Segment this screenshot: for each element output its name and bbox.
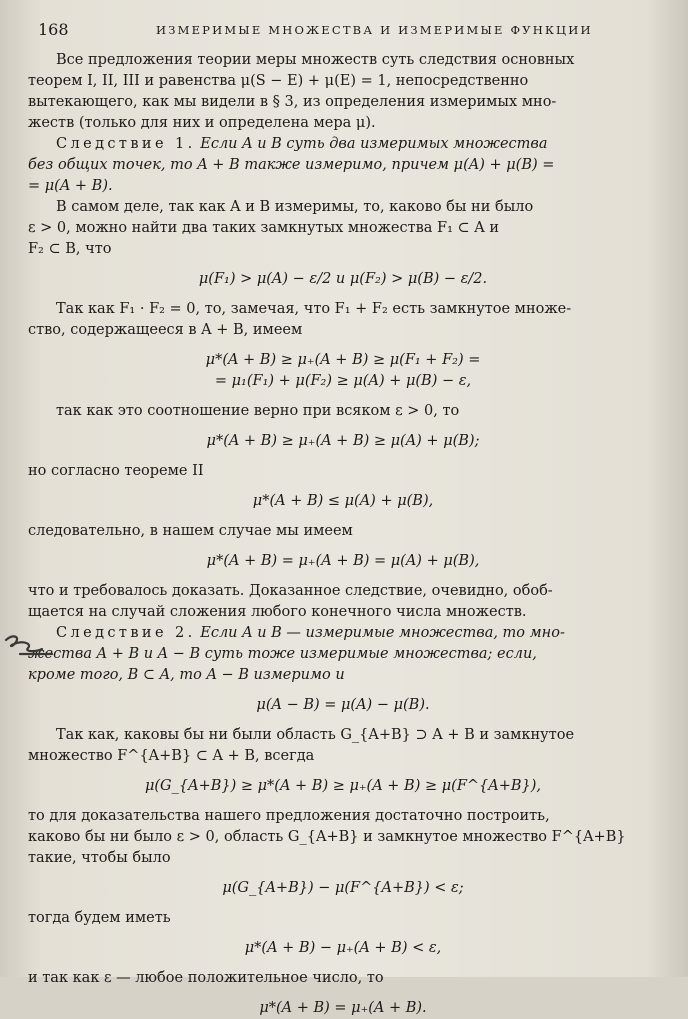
- text-line: вытекающего, как мы видели в § 3, из определения измеримых мно-: [28, 94, 557, 110]
- equation: μ(A − B) = μ(A) − μ(B).: [256, 697, 430, 713]
- corollary-1-title: Следствие 1.: [56, 136, 196, 152]
- text-line: В самом деле, так как A и B измеримы, то, каково бы ни было: [56, 199, 534, 215]
- equation: μ*(A + B) = μ₊(A + B) = μ(A) + μ(B),: [206, 553, 480, 569]
- equation: μ(G_{A+B}) − μ(F^{A+B}) < ε;: [222, 880, 464, 896]
- equation: μ(G_{A+B}) ≥ μ*(A + B) ≥ μ₊(A + B) ≥ μ(F^{A+B}),: [144, 778, 542, 794]
- equation: μ(F₁) > μ(A) − ε/2 и μ(F₂) > μ(B) − ε/2.: [198, 271, 488, 287]
- text-line: то для доказательства нашего предложения достаточно построить,: [28, 808, 550, 824]
- corollary-1-text: Если A и B суть два измеримых множества: [200, 136, 548, 152]
- pencil-mark-icon: [2, 632, 56, 658]
- corollary-1-line: [28, 134, 658, 155]
- text-line: что и требовалось доказать. Доказанное следствие, очевидно, обоб-: [28, 583, 553, 599]
- text-line: ε > 0, можно найти два таких замкнутых множества F₁ ⊂ A и: [28, 220, 500, 236]
- text-line: так как это соотношение верно при всяком ε > 0, то: [56, 403, 460, 419]
- text-line: жеств (только для них и определена мера μ).: [28, 115, 376, 131]
- text-line: и так как ε — любое положительное число, то: [28, 970, 384, 986]
- page-number: 168: [38, 20, 69, 39]
- text-line: Так как F₁ · F₂ = 0, то, замечая, что F₁ + F₂ есть замкнутое множе-: [56, 301, 572, 317]
- text-line: теорем I, II, III и равенства μ(S − E) + μ(E) = 1, непосредственно: [28, 73, 529, 89]
- text-line: без общих точек, то A + B также измеримо, причем μ(A) + μ(B) =: [28, 157, 555, 173]
- corollary-2-title: Следствие 2.: [56, 625, 196, 641]
- text-line: кроме того, B ⊂ A, то A − B измеримо и: [28, 667, 345, 683]
- text-line: каково бы ни было ε > 0, область G_{A+B} и замкнутое множество F^{A+B}: [28, 829, 626, 845]
- running-title: ИЗМЕРИМЫЕ МНОЖЕСТВА И ИЗМЕРИМЫЕ ФУНКЦИИ: [156, 23, 593, 37]
- text-line: такие, чтобы было: [28, 850, 171, 866]
- text-line: жества A + B и A − B суть тоже измеримые множества; если,: [28, 646, 537, 662]
- text-line: щается на случай сложения любого конечного числа множеств.: [28, 604, 527, 620]
- equation: μ*(A + B) ≥ μ₊(A + B) ≥ μ(F₁ + F₂) =: [205, 352, 481, 368]
- equation: = μ₁(F₁) + μ(F₂) ≥ μ(A) + μ(B) − ε,: [214, 373, 472, 389]
- corollary-2-line: [28, 623, 658, 644]
- text-line: ство, содержащееся в A + B, имеем: [28, 322, 303, 338]
- text-line: F₂ ⊂ B, что: [28, 241, 112, 257]
- text-line: следовательно, в нашем случае мы имеем: [28, 523, 353, 539]
- text-line: = μ(A + B).: [28, 178, 113, 194]
- text-line: Так как, каковы бы ни были область G_{A+B} ⊃ A + B и замкнутое: [56, 727, 575, 743]
- equation: μ*(A + B) = μ₊(A + B).: [259, 1000, 427, 1016]
- corollary-2-text: Если A и B — измеримые множества, то мно-: [200, 625, 565, 641]
- equation: μ*(A + B) ≥ μ₊(A + B) ≥ μ(A) + μ(B);: [206, 433, 480, 449]
- text-line: Все предложения теории меры множеств суть следствия основных: [56, 52, 575, 68]
- text-line: тогда будем иметь: [28, 910, 171, 926]
- equation: μ*(A + B) − μ₊(A + B) < ε,: [244, 940, 442, 956]
- text-line: множество F^{A+B} ⊂ A + B, всегда: [28, 748, 315, 764]
- page-header: [28, 18, 658, 50]
- equation: μ*(A + B) ≤ μ(A) + μ(B),: [252, 493, 434, 509]
- text-line: но согласно теореме II: [28, 463, 204, 479]
